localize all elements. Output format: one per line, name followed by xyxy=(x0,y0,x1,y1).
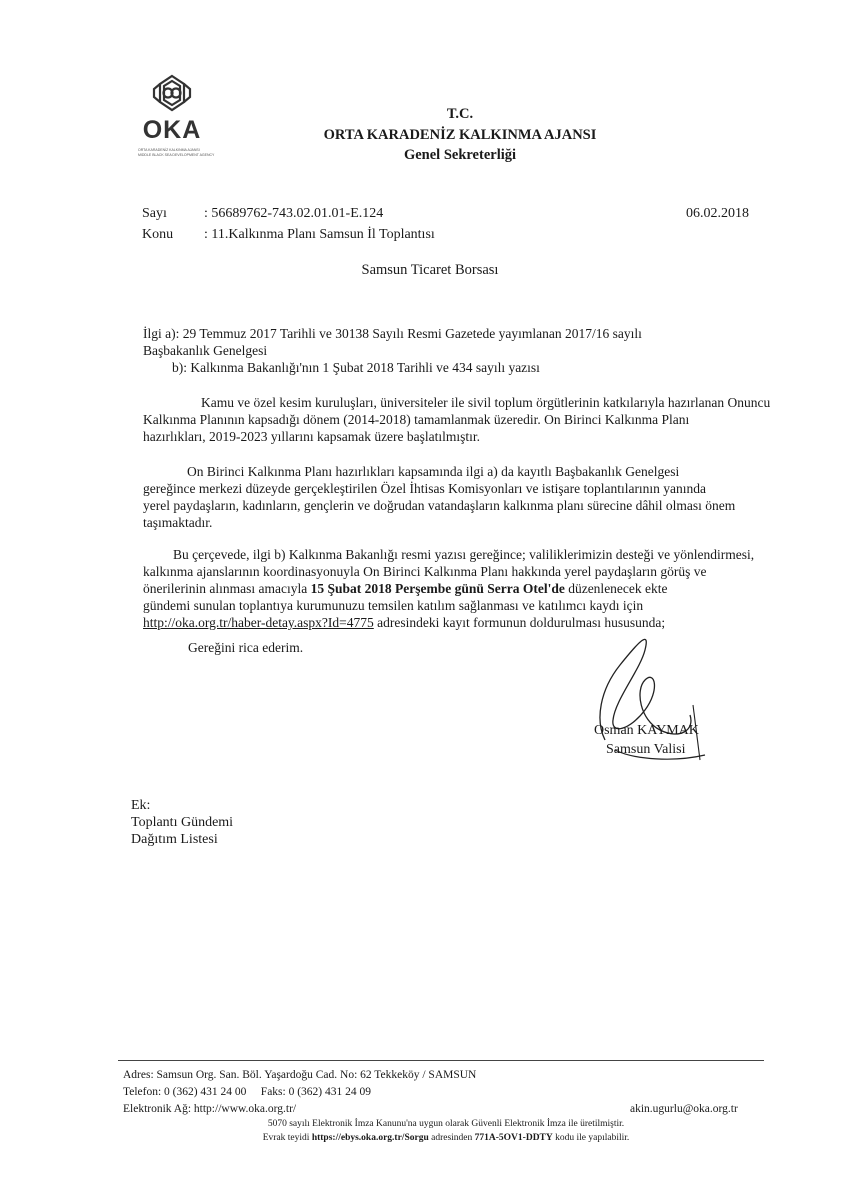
konu-label: Konu xyxy=(142,227,174,242)
recipient: Samsun Ticaret Borsası xyxy=(361,262,499,278)
oka-logo xyxy=(136,72,215,164)
closing: Gereğini rica ederim. xyxy=(188,640,304,655)
p3-line3-post: düzenlenecek ekte xyxy=(564,581,668,596)
ek-item-distribution: Dağıtım Listesi xyxy=(131,832,218,847)
verify-code: 771A-5OV1-DDTY xyxy=(474,1133,553,1143)
ilgi-a-line1: İlgi a): 29 Temmuz 2017 Tarihli ve 30138 Sayılı Resmi Gazetede yayımlanan 2017/16 sayılı xyxy=(143,326,642,341)
footer-phone: Telefon: 0 (362) 431 24 00 Faks: 0 (362) 431 24 09 xyxy=(123,1086,372,1098)
footer-esign-note: 5070 sayılı Elektronik İmza Kanunu'na uygun olarak Güvenli Elektronik İmza ile üretilmiştir. xyxy=(267,1119,625,1129)
p3-line3-pre: önerilerinin alınması amacıyla xyxy=(143,581,311,596)
p3-line3 xyxy=(143,581,668,598)
p3-line5-post: adresindeki kayıt formunun doldurulması hususunda; xyxy=(373,615,666,630)
header-tc: T.C. xyxy=(446,106,474,122)
footer-divider xyxy=(118,1060,764,1061)
header-secretariat: Genel Sekreterliği xyxy=(403,147,517,163)
verify-mid: adresinden xyxy=(428,1133,475,1143)
p1-line2: Kalkınma Planının kapsadığı dönem (2014-2018) tamamlanmak üzeredir. On Birinci Kalkınma Planı xyxy=(143,412,690,427)
verify-pre: Evrak teyidi xyxy=(262,1133,312,1143)
p1-line3: hazırlıkları, 2019-2023 yıllarını kapsamak üzere başlatılmıştır. xyxy=(143,429,481,444)
signatory-title: Samsun Valisi xyxy=(606,742,686,757)
logo-subtitle-en: MIDDLE BLACK SEA DEVELOPMENT AGENCY xyxy=(138,153,215,157)
registration-link[interactable]: http://oka.org.tr/haber-detay.aspx?Id=4775 xyxy=(143,615,374,630)
p2-line2: gereğince merkezi düzeyde gerçekleştirilen Özel İhtisas Komisyonları ve istişare toplantılarının yanında xyxy=(143,481,707,496)
footer-email: akin.ugurlu@oka.org.tr xyxy=(630,1103,738,1115)
footer-web: Elektronik Ağ: http://www.oka.org.tr/ xyxy=(123,1103,297,1115)
p2-line4: taşımaktadır. xyxy=(143,515,213,530)
p3-line4: gündemi sunulan toplantıya kurumunuzu temsilen katılım sağlanması ve katılımcı kaydı için xyxy=(143,598,644,613)
meeting-date-place: 15 Şubat 2018 Perşembe günü Serra Otel'de xyxy=(310,581,565,596)
ek-label: Ek: xyxy=(131,798,151,813)
ilgi-a-line2: Başbakanlık Genelgesi xyxy=(143,343,268,358)
oka-emblem-icon xyxy=(136,72,208,118)
sayi-value: : 56689762-743.02.01.01-E.124 xyxy=(204,206,384,221)
sayi-label: Sayı xyxy=(142,206,167,221)
verify-post: kodu ile yapılabilir. xyxy=(552,1133,630,1143)
header-agency: ORTA KARADENİZ KALKINMA AJANSI xyxy=(323,127,597,143)
p1-line1: Kamu ve özel kesim kuruluşları, üniversiteler ile sivil toplum örgütlerinin katkılarıyla hazırlanan Onuncu xyxy=(201,395,771,410)
logo-wordmark: OKA xyxy=(142,116,202,144)
p2-line3: yerel paydaşların, kadınların, gençlerin ve doğrudan vatandaşların kalkınma planı sürecine dâhil olması önem xyxy=(143,498,736,513)
document-date: 06.02.2018 xyxy=(686,206,749,221)
p3-line1: Bu çerçevede, ilgi b) Kalkınma Bakanlığı resmi yazısı gereğince; valiliklerimizin desteği ve yönlendirmesi, xyxy=(173,547,755,562)
signatory-name: Osman KAYMAK xyxy=(594,723,699,738)
footer-verify-note xyxy=(123,1133,769,1143)
p2-line1: On Birinci Kalkınma Planı hazırlıkları kapsamında ilgi a) da kayıtlı Başbakanlık Genelgesi xyxy=(187,464,680,479)
ek-item-agenda: Toplantı Gündemi xyxy=(131,815,234,830)
konu-value: : 11.Kalkınma Planı Samsun İl Toplantısı xyxy=(204,227,435,242)
verify-url: https://ebys.oka.org.tr/Sorgu xyxy=(311,1133,429,1143)
ilgi-b: b): Kalkınma Bakanlığı'nın 1 Şubat 2018 Tarihli ve 434 sayılı yazısı xyxy=(172,360,540,375)
logo-subtitle-tr: ORTA KARADENİZ KALKINMA AJANSI xyxy=(138,148,200,152)
footer-address: Adres: Samsun Org. San. Böl. Yaşardoğu Cad. No: 62 Tekkeköy / SAMSUN xyxy=(123,1069,477,1081)
p3-line2: kalkınma ajanslarının koordinasyonuyla On Birinci Kalkınma Planı hakkında yerel paydaşların görüş ve xyxy=(143,564,707,579)
